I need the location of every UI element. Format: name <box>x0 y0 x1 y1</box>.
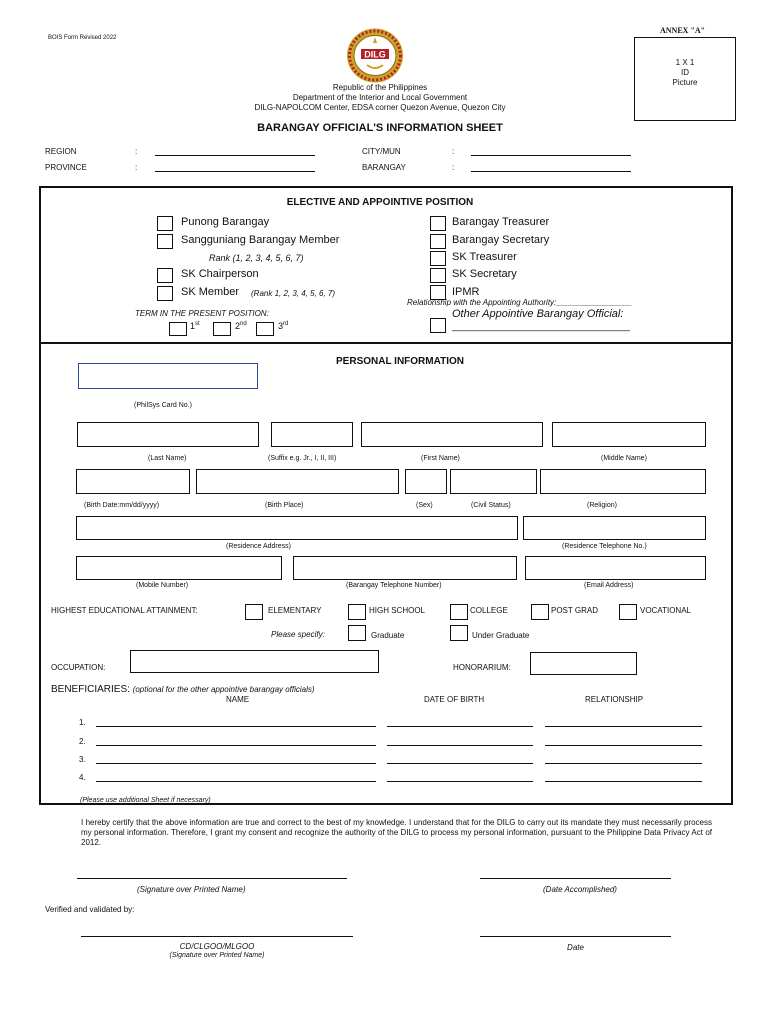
checkbox-college[interactable] <box>450 604 468 620</box>
checkbox-sk-secretary[interactable] <box>430 268 446 283</box>
rank-label: Rank (1, 2, 3, 4, 5, 6, 7) <box>209 253 304 263</box>
barangay-label: BARANGAY <box>362 163 406 172</box>
suffix-input[interactable] <box>271 422 353 447</box>
col-relationship-header: RELATIONSHIP <box>585 695 644 704</box>
checkbox-term-1[interactable] <box>169 322 187 336</box>
verified-label: Verified and validated by: <box>45 905 135 914</box>
term-1-label: 1st <box>190 321 200 331</box>
certification-text: I hereby certify that the above information are true and correct to the best of my knowledge. I understand that for the DILG to carry out its mandate they must necessarily process my personal information. Therefore, I grant my consent and recognize the authority of the DILG to process my personal information, pursuant to the Philippine Data Privacy Act of 2012. <box>81 818 712 847</box>
college-label: COLLEGE <box>470 606 508 615</box>
birth-date-label: (Birth Date:mm/dd/yyyy) <box>84 502 160 509</box>
last-name-label: (Last Name) <box>148 455 187 462</box>
region-field[interactable] <box>155 155 315 156</box>
id-picture-id: ID <box>681 68 689 77</box>
term-2-label: 2nd <box>235 321 247 331</box>
birth-place-label: (Birth Place) <box>265 502 304 509</box>
label-barangay-secretary: Barangay Secretary <box>452 234 550 246</box>
checkbox-under-graduate[interactable] <box>450 625 468 641</box>
residence-phone-label: (Residence Telephone No.) <box>562 543 647 550</box>
label-ipmr: IPMR <box>452 286 480 298</box>
checkbox-high-school[interactable] <box>348 604 366 620</box>
annex-label: ANNEX "A" <box>660 26 706 35</box>
vocational-label: VOCATIONAL <box>640 606 691 615</box>
post-grad-label: POST GRAD <box>551 606 598 615</box>
checkbox-term-3[interactable] <box>256 322 274 336</box>
region-colon: : <box>135 147 138 156</box>
philsys-input[interactable] <box>78 363 258 389</box>
checkbox-post-grad[interactable] <box>531 604 549 620</box>
beneficiary-row-1-num: 1. <box>79 718 86 727</box>
beneficiary-row-3-num: 3. <box>79 755 86 764</box>
beneficiary-row-4-num: 4. <box>79 773 86 782</box>
education-label: HIGHEST EDUCATIONAL ATTAINMENT: <box>51 606 198 615</box>
suffix-label: (Suffix e.g. Jr., I, II, III) <box>268 455 337 462</box>
sk-member-rank: (Rank 1, 2, 3, 4, 5, 6, 7) <box>251 289 336 298</box>
label-sk-treasurer: SK Treasurer <box>452 251 517 263</box>
date-accomplished-line[interactable] <box>480 878 671 879</box>
last-name-input[interactable] <box>77 422 259 447</box>
email-input[interactable] <box>525 556 706 580</box>
id-picture-size: 1 X 1 <box>675 58 695 67</box>
id-picture-label: Picture <box>672 78 698 87</box>
please-specify-label: Please specify: <box>271 630 325 639</box>
id-picture-box[interactable] <box>634 37 736 121</box>
honorarium-input[interactable] <box>530 652 637 675</box>
svg-text:DILG: DILG <box>364 49 386 60</box>
religion-input[interactable] <box>540 469 706 494</box>
city-label: CITY/MUN <box>362 147 401 156</box>
barangay-field[interactable] <box>471 171 631 172</box>
term-3-label: 3rd <box>278 321 289 331</box>
beneficiaries-note: (optional for the other appointive barangay officials) <box>132 685 315 694</box>
signature-label: (Signature over Printed Name) <box>137 885 246 894</box>
checkbox-sangguniang-member[interactable] <box>157 234 173 249</box>
term-label: TERM IN THE PRESENT POSITION: <box>135 309 269 318</box>
beneficiary-row-2-dob[interactable] <box>387 745 533 746</box>
relationship-label: Relationship with the Appointing Authority:_________________ <box>407 298 632 307</box>
birth-place-input[interactable] <box>196 469 399 494</box>
beneficiary-row-4-relationship[interactable] <box>545 781 702 782</box>
sex-label: (Sex) <box>416 502 433 509</box>
beneficiary-row-3-dob[interactable] <box>387 763 533 764</box>
checkbox-vocational[interactable] <box>619 604 637 620</box>
first-name-label: (First Name) <box>421 455 460 462</box>
email-label: (Email Address) <box>584 582 634 589</box>
beneficiary-row-4-dob[interactable] <box>387 781 533 782</box>
civil-status-label: (Civil Status) <box>471 502 511 509</box>
dilg-logo-icon <box>345 27 405 84</box>
verifier-signature-line[interactable] <box>81 936 353 937</box>
elementary-label: ELEMENTARY <box>268 606 322 615</box>
label-sk-member: SK Member <box>181 286 240 298</box>
address-text: DILG-NAPOLCOM Center, EDSA corner Quezon Avenue, Quezon City <box>254 103 506 112</box>
graduate-label: Graduate <box>371 631 405 640</box>
signature-line[interactable] <box>77 878 347 879</box>
beneficiary-row-1-name[interactable] <box>96 726 376 727</box>
mobile-input[interactable] <box>76 556 282 580</box>
personal-heading: PERSONAL INFORMATION <box>336 356 464 367</box>
checkbox-elementary[interactable] <box>245 604 263 620</box>
beneficiaries-heading <box>51 684 315 695</box>
label-other-appointive: Other Appointive Barangay Official: <box>452 308 624 320</box>
beneficiary-row-1-dob[interactable] <box>387 726 533 727</box>
date-accomplished-label: (Date Accomplished) <box>543 885 617 894</box>
barangay-phone-input[interactable] <box>293 556 517 580</box>
middle-name-label: (Middle Name) <box>601 455 647 462</box>
department-text: Department of the Interior and Local Government <box>292 93 468 102</box>
city-colon: : <box>452 147 455 156</box>
residence-phone-input[interactable] <box>523 516 706 540</box>
beneficiary-row-2-num: 2. <box>79 737 86 746</box>
first-name-input[interactable] <box>361 422 543 447</box>
verification-date-line[interactable] <box>480 936 671 937</box>
checkbox-graduate[interactable] <box>348 625 366 641</box>
residence-address-input[interactable] <box>76 516 518 540</box>
beneficiary-row-3-relationship[interactable] <box>545 763 702 764</box>
under-graduate-label: Under Graduate <box>472 631 530 640</box>
province-label: PROVINCE <box>45 163 87 172</box>
beneficiaries-label: BENEFICIARIES: <box>51 684 130 695</box>
label-sk-secretary: SK Secretary <box>452 268 517 280</box>
checkbox-barangay-treasurer[interactable] <box>430 216 446 231</box>
label-punong-barangay: Punong Barangay <box>181 216 270 228</box>
form-code: BOIS Form Revised 2022 <box>48 35 117 41</box>
col-name-header: NAME <box>226 695 250 704</box>
religion-label: (Religion) <box>587 502 617 509</box>
checkbox-punong-barangay[interactable] <box>157 216 173 231</box>
page-title: BARANGAY OFFICIAL'S INFORMATION SHEET <box>257 122 503 134</box>
other-appointive-field[interactable]: ________________________________ <box>452 321 630 332</box>
checkbox-sk-member[interactable] <box>157 286 173 301</box>
checkbox-sk-chairperson[interactable] <box>157 268 173 283</box>
beneficiary-row-3-name[interactable] <box>96 763 376 764</box>
residence-address-label: (Residence Address) <box>226 543 291 550</box>
mobile-label: (Mobile Number) <box>136 582 189 589</box>
high-school-label: HIGH SCHOOL <box>369 606 426 615</box>
label-barangay-treasurer: Barangay Treasurer <box>452 216 550 228</box>
verification-date-label: Date <box>567 943 584 952</box>
barangay-colon: : <box>452 163 455 172</box>
republic-text: Republic of the Philippines <box>332 83 428 92</box>
beneficiary-row-2-name[interactable] <box>96 745 376 746</box>
barangay-phone-label: (Barangay Telephone Number) <box>346 582 442 589</box>
province-colon: : <box>135 163 138 172</box>
verifier-title: CD/CLGOO/MLGOO <box>179 942 255 951</box>
verifier-signature-label: (Signature over Printed Name) <box>169 952 265 959</box>
checkbox-sk-treasurer[interactable] <box>430 251 446 266</box>
middle-name-input[interactable] <box>552 422 706 447</box>
birth-date-input[interactable] <box>76 469 190 494</box>
beneficiary-row-1-relationship[interactable] <box>545 726 702 727</box>
col-dob-header: DATE OF BIRTH <box>424 695 485 704</box>
checkbox-term-2[interactable] <box>213 322 231 336</box>
checkbox-barangay-secretary[interactable] <box>430 234 446 249</box>
beneficiary-row-4-name[interactable] <box>96 781 376 782</box>
beneficiary-row-2-relationship[interactable] <box>545 745 702 746</box>
philsys-label: (PhilSys Card No.) <box>134 402 192 409</box>
label-sangguniang-member: Sangguniang Barangay Member <box>181 234 340 246</box>
province-field[interactable] <box>155 171 315 172</box>
agency-header <box>180 83 580 113</box>
label-sk-chairperson: SK Chairperson <box>181 268 259 280</box>
additional-sheet-note: (Please use additional Sheet if necessary) <box>80 797 211 804</box>
checkbox-other-appointive[interactable] <box>430 318 446 333</box>
occupation-input[interactable] <box>130 650 379 673</box>
occupation-label: OCCUPATION: <box>51 663 106 672</box>
civil-status-input[interactable] <box>450 469 537 494</box>
sex-input[interactable] <box>405 469 447 494</box>
city-field[interactable] <box>471 155 631 156</box>
position-heading: ELECTIVE AND APPOINTIVE POSITION <box>286 197 474 208</box>
honorarium-label: HONORARIUM: <box>453 663 511 672</box>
region-label: REGION <box>45 147 77 156</box>
